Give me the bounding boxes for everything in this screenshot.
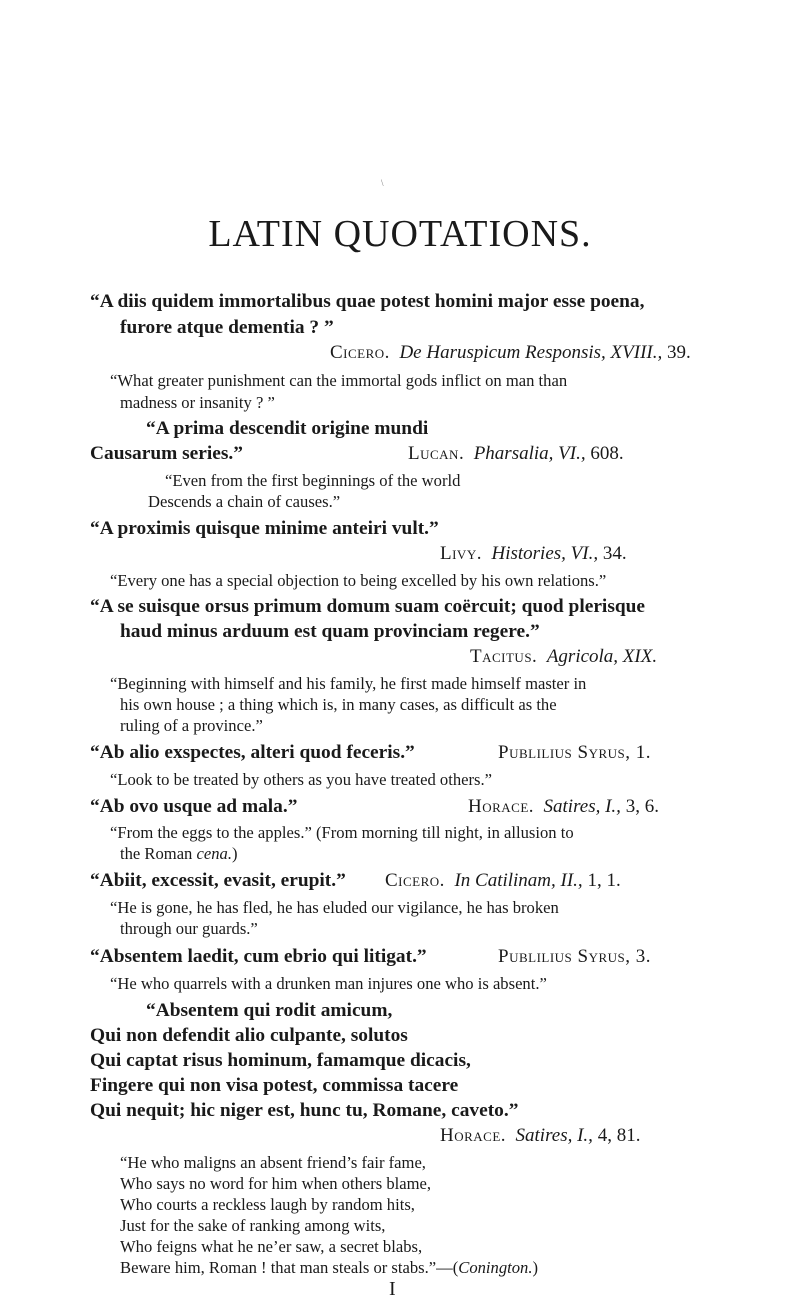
work-title: In Catilinam, II., <box>454 870 583 891</box>
translation: ruling of a province.” <box>120 716 263 735</box>
quote-latin: Fingere qui non visa potest, commissa tacere <box>90 1075 459 1096</box>
attribution <box>470 646 657 668</box>
work-title: Agricola, XIX. <box>546 646 658 667</box>
translation-verse: Who feigns what he ne’er saw, a secret blabs, <box>120 1237 423 1256</box>
attribution <box>385 870 621 892</box>
translation-verse: Who courts a reckless laugh by random hits, <box>120 1195 415 1214</box>
translation-verse: Just for the sake of ranking among wits, <box>120 1216 386 1235</box>
reference: 608. <box>590 443 624 464</box>
quote-latin: “Ab ovo usque ad mala.” <box>90 796 298 817</box>
quote-latin: “Abiit, excessit, evasit, erupit.” <box>90 870 346 891</box>
quote-latin: “Ab alio exspectes, alteri quod feceris.” <box>90 742 415 763</box>
attribution <box>408 443 624 465</box>
attribution <box>330 342 691 364</box>
quote-latin: Qui captat risus hominum, famamque dicacis, <box>90 1050 471 1071</box>
translation: through our guards.” <box>120 919 258 938</box>
reference: 34. <box>602 543 627 564</box>
work-title: De Haruspicum Responsis, XVIII., <box>399 342 663 363</box>
quote-latin: “Absentem laedit, cum ebrio qui litigat.” <box>90 946 427 967</box>
author: Publilius Syrus, 1. <box>498 742 652 763</box>
translation-text: ) <box>232 844 238 863</box>
translation: “What greater punishment can the immortal gods inflict on man than <box>110 371 568 390</box>
reference: 1, 1. <box>587 870 621 891</box>
author: Cicero. <box>385 870 445 891</box>
work-title: Pharsalia, VI., <box>473 443 586 464</box>
quote-latin: “A prima descendit origine mundi <box>146 418 429 439</box>
translator: Conington. <box>458 1258 533 1277</box>
reference: 4, 81. <box>597 1125 641 1146</box>
attribution <box>440 543 627 565</box>
translation: “Beginning with himself and his family, he first made himself master in <box>110 674 587 693</box>
author: Lucan. <box>408 443 465 464</box>
page-mark: \ <box>381 178 384 188</box>
translation-text: ) <box>532 1258 538 1277</box>
attribution <box>468 796 659 818</box>
work-title: Satires, I., <box>543 796 621 817</box>
translation: “Look to be treated by others as you have treated others.” <box>110 770 492 789</box>
page-folio: I <box>389 1278 396 1300</box>
reference: 3, 6. <box>625 796 659 817</box>
quote-latin: “A se suisque orsus primum domum suam coërcuit; quod plerisque <box>90 596 646 617</box>
quote-latin: “A proximis quisque minime anteiri vult.” <box>90 518 439 539</box>
author: Horace. <box>440 1125 507 1146</box>
quote-latin: Qui nequit; hic niger est, hunc tu, Romane, caveto.” <box>90 1100 519 1121</box>
quote-latin: “Absentem qui rodit amicum, <box>146 1000 393 1021</box>
translation: “Every one has a special objection to being excelled by his own relations.” <box>110 571 607 590</box>
author: Horace. <box>468 796 535 817</box>
attribution <box>498 946 651 968</box>
translation: his own house ; a thing which is, in many cases, as difficult as the <box>120 695 557 714</box>
translation-text: the Roman <box>120 844 193 863</box>
translation-verse: “He who maligns an absent friend’s fair fame, <box>120 1153 426 1172</box>
author: Cicero. <box>330 342 390 363</box>
translation: “He is gone, he has fled, he has eluded our vigilance, he has broken <box>110 898 559 917</box>
quote-latin: Qui non defendit alio culpante, solutos <box>90 1025 408 1046</box>
translation <box>120 844 238 864</box>
work-title: Satires, I., <box>515 1125 593 1146</box>
translation: “From the eggs to the apples.” (From morning till night, in allusion to <box>110 823 574 842</box>
author: Livy. <box>440 543 482 564</box>
quote-latin: haud minus arduum est quam provinciam regere.” <box>120 621 540 642</box>
quote-latin: “A diis quidem immortalibus quae potest homini major esse poena, <box>90 291 645 312</box>
author: Publilius Syrus, 3. <box>498 946 652 967</box>
work-title: Histories, VI., <box>491 543 599 564</box>
emphasis: cena. <box>196 844 232 863</box>
attribution <box>440 1125 640 1147</box>
author: Tacitus. <box>470 646 538 667</box>
translation: “Even from the first beginnings of the world <box>165 471 461 490</box>
reference: 39. <box>666 342 691 363</box>
translation: madness or insanity ? ” <box>120 393 275 412</box>
translation-verse <box>120 1258 538 1278</box>
attribution <box>498 742 651 764</box>
translation-text: Beware him, Roman ! that man steals or stabs.”—( <box>120 1258 459 1277</box>
translation: “He who quarrels with a drunken man injures one who is absent.” <box>110 974 547 993</box>
quote-latin: Causarum series.” <box>90 443 243 464</box>
page-title: LATIN QUOTATIONS. <box>208 213 592 255</box>
quote-latin: furore atque dementia ? ” <box>120 317 334 338</box>
translation-verse: Who says no word for him when others blame, <box>120 1174 432 1193</box>
translation: Descends a chain of causes.” <box>148 492 341 511</box>
